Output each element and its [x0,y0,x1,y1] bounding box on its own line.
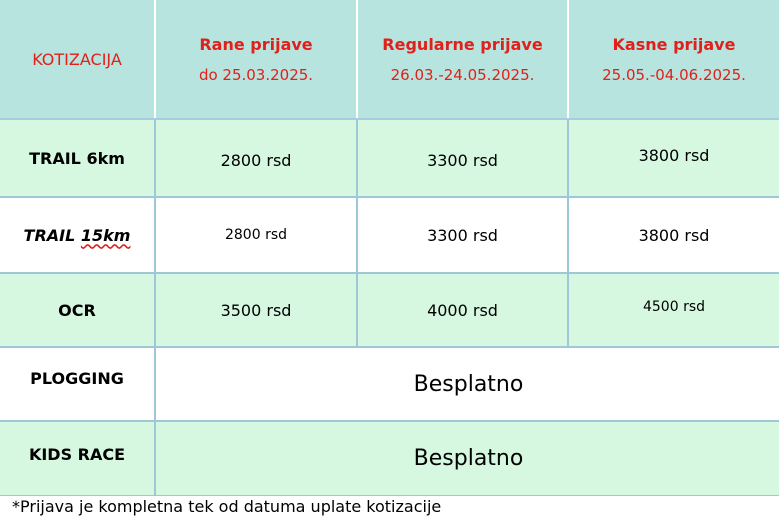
header-early-cell [156,0,356,118]
header-column-divider [567,0,569,118]
header-divider [0,118,779,120]
table-cell [156,274,356,346]
table-cell [358,274,567,346]
header-late-title: Kasne prijave [612,34,736,54]
header-corner-label: KOTIZACIJA [32,49,122,69]
table-row-label [0,422,154,495]
price-trail-6km-late: 3800 rsd [638,145,710,165]
row-label-kids-race: KIDS RACE [28,445,126,464]
table-row-label [0,348,154,420]
table-cell [569,120,779,196]
row-label-trail-15km [24,226,131,245]
column-divider [567,120,569,346]
table-row-label [0,198,154,272]
header-late-cell [569,0,779,118]
table-cell [569,274,779,346]
column-divider [356,120,358,346]
price-ocr-regular: 4000 rsd [427,300,498,320]
table-row-label [0,274,154,346]
price-trail-15km-late: 3800 rsd [638,225,710,245]
header-corner-cell [0,0,154,118]
table-cell [358,120,567,196]
row-divider [0,420,779,422]
row-divider [0,346,779,348]
plogging-free-text: Besplatno [413,371,524,397]
price-trail-6km-regular: 3300 rsd [427,150,498,170]
header-column-divider [356,0,358,118]
row-label-plogging: PLOGGING [30,368,124,388]
table-row-label [0,120,154,196]
header-late-dates: 25.05.-04.06.2025. [602,65,746,84]
table-cell-merged [156,348,779,420]
row-label-trail-15km-suffix: 15km [80,225,131,245]
row-label-trail-15km-prefix: TRAIL [23,225,81,245]
header-regular-cell [358,0,567,118]
row-divider [0,272,779,274]
header-early-title: Rane prijave [199,34,313,54]
row-label-ocr: OCR [58,300,96,320]
header-regular-title: Regularne prijave [382,34,543,54]
price-trail-15km-early: 2800 rsd [224,227,287,243]
table-cell [569,198,779,272]
price-trail-6km-early: 2800 rsd [220,150,292,170]
footnote: *Prijava je kompletna tek od datuma uplate kotizacije [12,497,442,516]
row-label-trail-6km: TRAIL 6km [29,148,125,168]
table-cell-merged [156,422,779,495]
header-early-dates: do 25.03.2025. [198,65,314,84]
price-trail-15km-regular: 3300 rsd [427,225,498,245]
kids-race-free-text: Besplatno [413,446,524,471]
table-cell [156,120,356,196]
table-cell [156,198,356,272]
table-bottom-border [0,495,779,496]
price-ocr-late: 4500 rsd [642,299,705,315]
header-column-divider [154,0,156,118]
header-regular-dates: 26.03.-24.05.2025. [390,65,535,84]
row-divider [0,196,779,198]
table-cell [358,198,567,272]
price-ocr-early: 3500 rsd [220,300,292,320]
column-divider [154,120,156,495]
